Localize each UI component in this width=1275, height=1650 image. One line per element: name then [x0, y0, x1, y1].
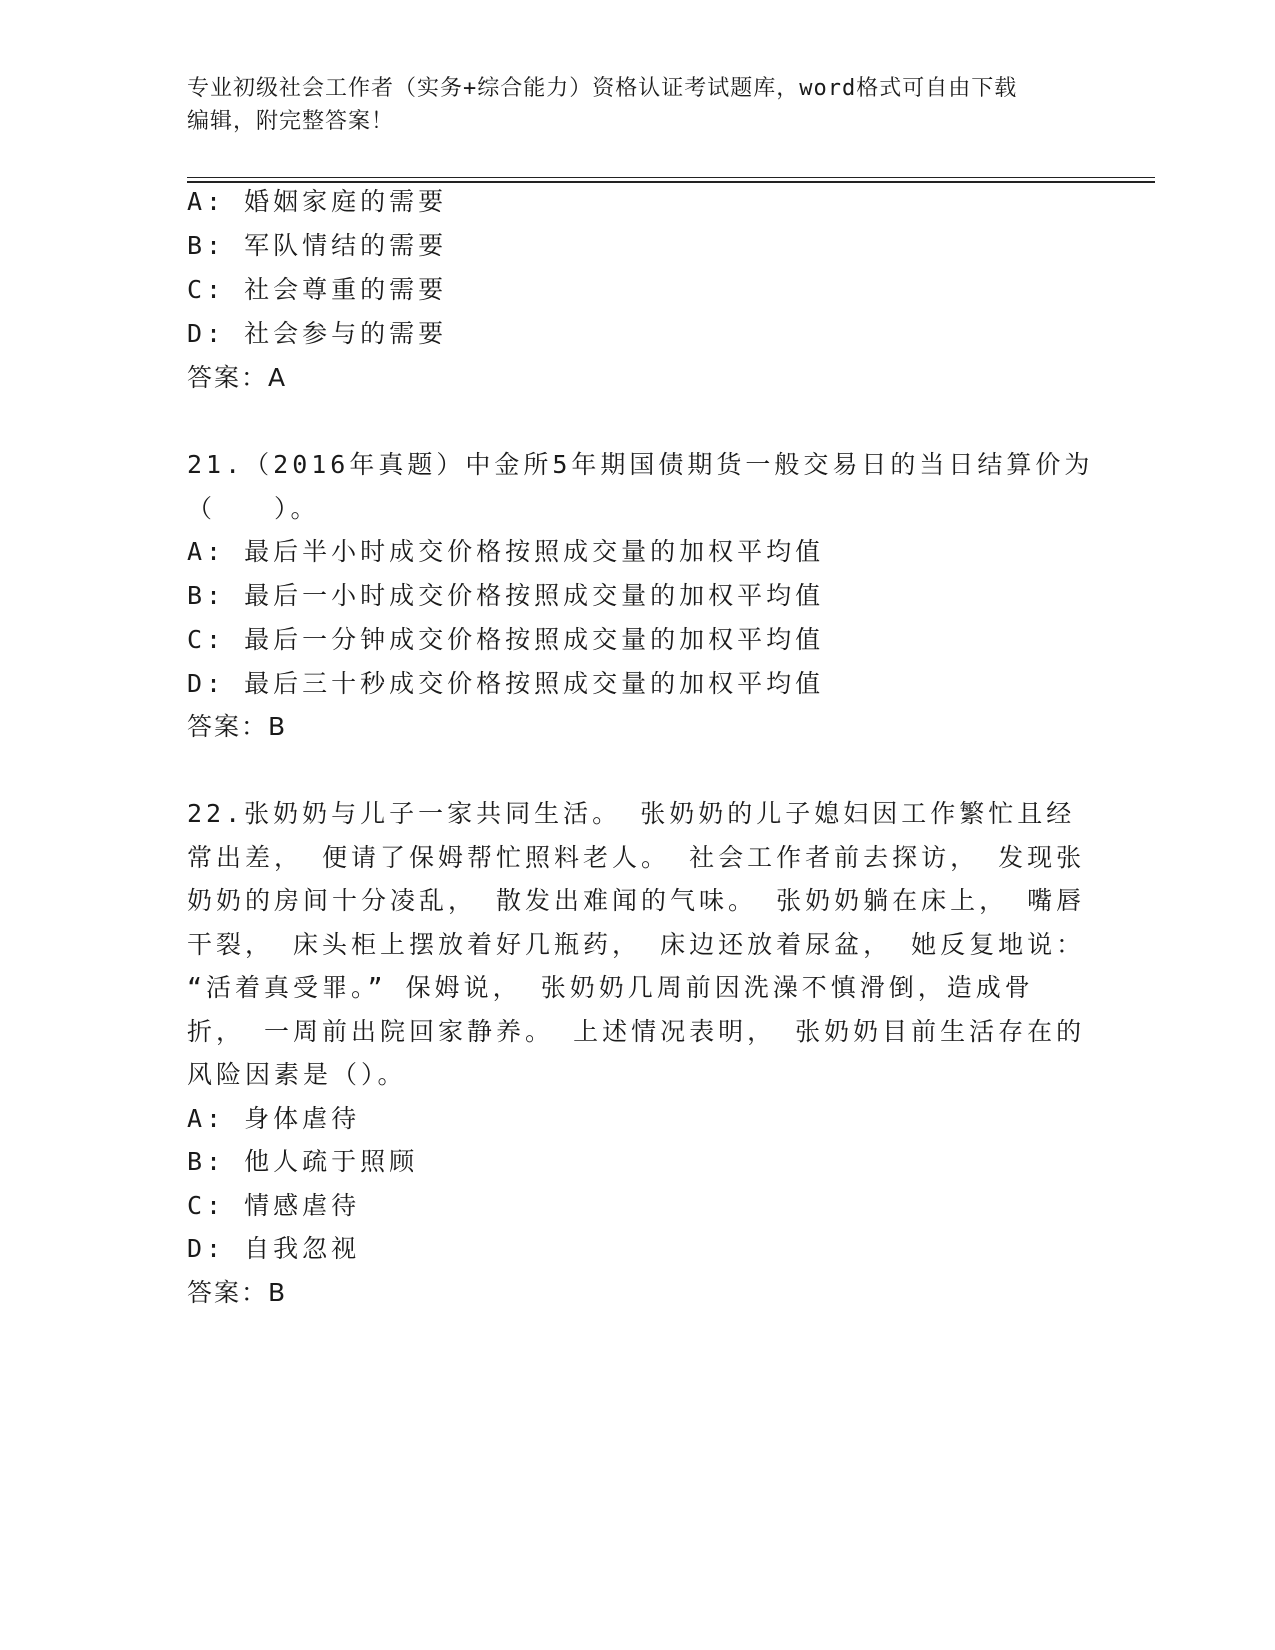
- q20-option-c: C: 社会尊重的需要: [187, 275, 448, 304]
- q21-option-d: D: 最后三十秒成交价格按照成交量的加权平均值: [187, 669, 825, 698]
- q22-option-c: C: 情感虐待: [187, 1191, 361, 1220]
- q22-option-a: A: 身体虐待: [187, 1104, 361, 1133]
- q22-stem-line-5: “活着真受罪。” 保姆说， 张奶奶几周前因洗澡不慎滑倒，造成骨: [187, 973, 1034, 1002]
- q22-stem-line-1: 22.张奶奶与儿子一家共同生活。 张奶奶的儿子媳妇因工作繁忙且经: [187, 799, 1076, 828]
- header-line-2: 编辑，附完整答案！: [187, 109, 395, 134]
- q22-stem-line-2: 常出差， 便请了保姆帮忙照料老人。 社会工作者前去探访， 发现张: [187, 843, 1086, 872]
- header-line-1: 专业初级社会工作者（实务+综合能力）资格认证考试题库，word格式可自由下载: [187, 76, 1018, 101]
- document-header: [187, 72, 1087, 138]
- q21-stem-line-1: 21.（2016年真题）中金所5年期国债期货一般交易日的当日结算价为: [187, 450, 1094, 479]
- q20-option-b: B: 军队情结的需要: [187, 231, 448, 260]
- q21-option-b: B: 最后一小时成交价格按照成交量的加权平均值: [187, 581, 825, 610]
- q22-stem-line-7: 风险因素是（）。: [187, 1060, 407, 1089]
- q20-option-a: A: 婚姻家庭的需要: [187, 187, 448, 216]
- header-divider-top: [187, 177, 1155, 178]
- q22-option-d: D: 自我忽视: [187, 1234, 361, 1263]
- q22-option-b: B: 他人疏于照顾: [187, 1147, 419, 1176]
- q21-stem-line-2: （ ）。: [187, 494, 320, 523]
- q22-stem-line-4: 干裂， 床头柜上摆放着好几瓶药， 床边还放着尿盆， 她反复地说：: [187, 930, 1086, 959]
- q21-option-a: A: 最后半小时成交价格按照成交量的加权平均值: [187, 537, 825, 566]
- q20-option-d: D: 社会参与的需要: [187, 319, 448, 348]
- q22-stem-line-3: 奶奶的房间十分凌乱， 散发出难闻的气味。 张奶奶躺在床上， 嘴唇: [187, 886, 1086, 915]
- q21-option-c: C: 最后一分钟成交价格按照成交量的加权平均值: [187, 625, 825, 654]
- q22-answer: 答案：B: [187, 1278, 288, 1307]
- q22-stem-line-6: 折， 一周前出院回家静养。 上述情况表明， 张奶奶目前生活存在的: [187, 1017, 1086, 1046]
- q21-answer: 答案：B: [187, 712, 288, 741]
- q20-answer: 答案：A: [187, 363, 288, 392]
- header-divider-bottom: [187, 181, 1155, 183]
